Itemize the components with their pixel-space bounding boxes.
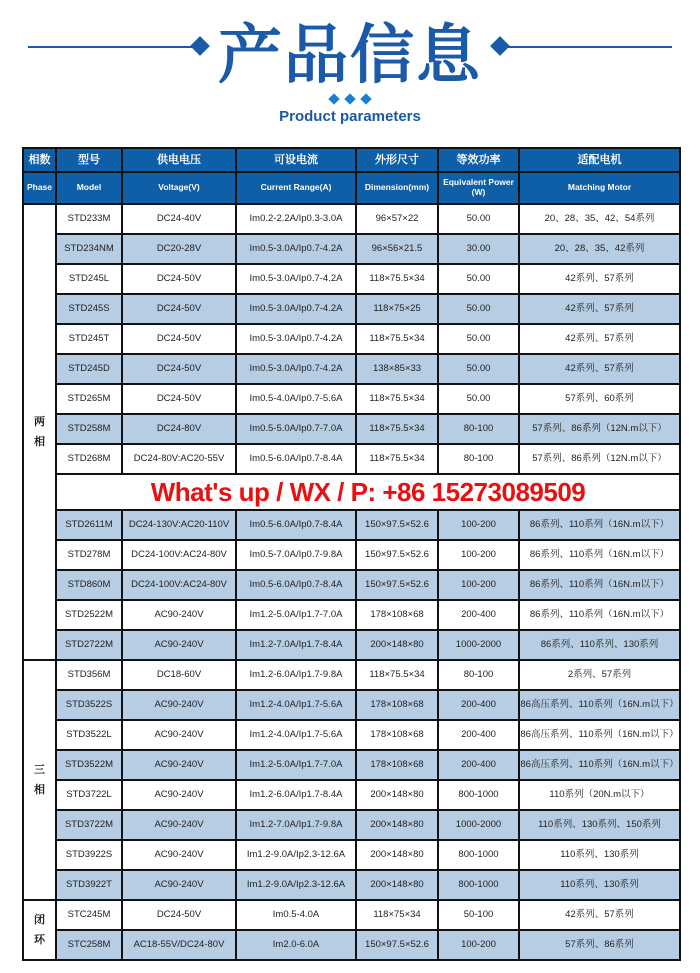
model-cell: STD3722L <box>56 780 122 810</box>
column-header-en: Current Range(A) <box>236 172 356 204</box>
model-cell: STD278M <box>56 540 122 570</box>
model-cell: STD3522L <box>56 720 122 750</box>
dimension-cell: 200×148×80 <box>356 810 438 840</box>
model-cell: STD268M <box>56 444 122 474</box>
power-cell: 100-200 <box>438 540 519 570</box>
contact-overlay-cell <box>56 474 680 510</box>
dimension-cell: 96×57×22 <box>356 204 438 234</box>
current-cell: Im1.2-7.0A/Ip1.7-8.4A <box>236 630 356 660</box>
dimension-cell: 200×148×80 <box>356 780 438 810</box>
model-cell: STD233M <box>56 204 122 234</box>
column-header-cn: 外形尺寸 <box>356 148 438 172</box>
table-row <box>23 570 680 600</box>
current-cell: Im1.2-5.0A/Ip1.7-7.0A <box>236 750 356 780</box>
voltage-cell: DC20-28V <box>122 234 236 264</box>
dimension-cell: 118×75.5×34 <box>356 444 438 474</box>
dimension-cell: 96×56×21.5 <box>356 234 438 264</box>
column-header-cn: 型号 <box>56 148 122 172</box>
motor-cell: 110系列（20N.m以下） <box>519 780 680 810</box>
voltage-cell: AC90-240V <box>122 630 236 660</box>
power-cell: 80-100 <box>438 414 519 444</box>
model-cell: STD3722M <box>56 810 122 840</box>
voltage-cell: DC24-80V <box>122 414 236 444</box>
voltage-cell: DC24-50V <box>122 324 236 354</box>
power-cell: 30.00 <box>438 234 519 264</box>
column-header-en: Phase <box>23 172 56 204</box>
power-cell: 200-400 <box>438 750 519 780</box>
dimension-cell: 178×108×68 <box>356 600 438 630</box>
model-cell: STD245S <box>56 294 122 324</box>
voltage-cell: DC24-50V <box>122 294 236 324</box>
model-cell: STD2722M <box>56 630 122 660</box>
voltage-cell: DC18-60V <box>122 660 236 690</box>
power-cell: 50-100 <box>438 900 519 930</box>
table-row <box>23 540 680 570</box>
dimension-cell: 178×108×68 <box>356 690 438 720</box>
current-cell: Im0.5-6.0A/Ip0.7-8.4A <box>236 570 356 600</box>
motor-cell: 86高压系列、110系列（16N.m以下） <box>519 720 680 750</box>
current-cell: Im1.2-9.0A/Ip2.3-12.6A <box>236 840 356 870</box>
power-cell: 50.00 <box>438 204 519 234</box>
dimension-cell: 178×108×68 <box>356 720 438 750</box>
current-cell: Im1.2-7.0A/Ip1.7-9.8A <box>236 810 356 840</box>
power-cell: 200-400 <box>438 690 519 720</box>
power-cell: 50.00 <box>438 294 519 324</box>
motor-cell: 110系列、130系列、150系列 <box>519 810 680 840</box>
model-cell: STD245T <box>56 324 122 354</box>
table-row <box>23 810 680 840</box>
diamond-dots-icon <box>0 90 700 108</box>
current-cell: Im0.5-4.0A/Ip0.7-5.6A <box>236 384 356 414</box>
current-cell: Im0.5-3.0A/Ip0.7-4.2A <box>236 234 356 264</box>
voltage-cell: DC24-130V:AC20-110V <box>122 510 236 540</box>
voltage-cell: AC90-240V <box>122 870 236 900</box>
model-cell: STD2522M <box>56 600 122 630</box>
motor-cell: 42系列、57系列 <box>519 354 680 384</box>
title-line-right <box>507 46 672 48</box>
table-row <box>23 384 680 414</box>
motor-cell: 86高压系列、110系列（16N.m以下） <box>519 750 680 780</box>
table-row <box>23 324 680 354</box>
dimension-cell: 150×97.5×52.6 <box>356 570 438 600</box>
table-row <box>23 204 680 234</box>
motor-cell: 86系列、110系列、130系列 <box>519 630 680 660</box>
dimension-cell: 118×75.5×34 <box>356 660 438 690</box>
column-header-cn: 等效功率 <box>438 148 519 172</box>
phase-label: 两相 <box>34 416 45 448</box>
dimension-cell: 118×75.5×34 <box>356 414 438 444</box>
voltage-cell: AC90-240V <box>122 780 236 810</box>
power-cell: 50.00 <box>438 324 519 354</box>
current-cell: Im0.5-3.0A/Ip0.7-4.2A <box>236 294 356 324</box>
dimension-cell: 118×75.5×34 <box>356 384 438 414</box>
contact-overlay: What's up / WX / P: +86 15273089509 <box>150 477 586 507</box>
phase-cell <box>23 900 56 960</box>
motor-cell: 42系列、57系列 <box>519 294 680 324</box>
voltage-cell: AC90-240V <box>122 840 236 870</box>
dimension-cell: 150×97.5×52.6 <box>356 930 438 960</box>
motor-cell: 86系列、110系列（16N.m以下） <box>519 540 680 570</box>
current-cell: Im0.5-3.0A/Ip0.7-4.2A <box>236 324 356 354</box>
voltage-cell: AC90-240V <box>122 600 236 630</box>
header-row-cn <box>23 148 680 172</box>
phase-cell <box>23 660 56 900</box>
column-header-en: Voltage(V) <box>122 172 236 204</box>
dimension-cell: 138×85×33 <box>356 354 438 384</box>
table-row <box>23 780 680 810</box>
power-cell: 50.00 <box>438 264 519 294</box>
model-cell: STD245L <box>56 264 122 294</box>
dimension-cell: 118×75.5×34 <box>356 324 438 354</box>
motor-cell: 110系列、130系列 <box>519 840 680 870</box>
voltage-cell: DC24-50V <box>122 264 236 294</box>
table-row <box>23 630 680 660</box>
column-header-cn: 可设电流 <box>236 148 356 172</box>
dimension-cell: 178×108×68 <box>356 750 438 780</box>
model-cell: STD234NM <box>56 234 122 264</box>
motor-cell: 86系列、110系列（16N.m以下） <box>519 570 680 600</box>
column-header-en: Dimension(mm) <box>356 172 438 204</box>
voltage-cell: DC24-50V <box>122 384 236 414</box>
model-cell: STD356M <box>56 660 122 690</box>
column-header-cn: 相数 <box>23 148 56 172</box>
table-row <box>23 444 680 474</box>
voltage-cell: AC18-55V/DC24-80V <box>122 930 236 960</box>
phase-cell <box>23 204 56 660</box>
power-cell: 100-200 <box>438 570 519 600</box>
table-row <box>23 510 680 540</box>
motor-cell: 2系列、57系列 <box>519 660 680 690</box>
power-cell: 80-100 <box>438 660 519 690</box>
header-row-en <box>23 172 680 204</box>
dimension-cell: 150×97.5×52.6 <box>356 510 438 540</box>
motor-cell: 57系列、86系列 <box>519 930 680 960</box>
current-cell: Im1.2-4.0A/Ip1.7-5.6A <box>236 690 356 720</box>
model-cell: STD3522M <box>56 750 122 780</box>
motor-cell: 57系列、86系列（12N.m以下） <box>519 414 680 444</box>
model-cell: STD265M <box>56 384 122 414</box>
table-row <box>23 264 680 294</box>
table-row <box>23 414 680 444</box>
column-header-en: Matching Motor <box>519 172 680 204</box>
current-cell: Im0.5-3.0A/Ip0.7-4.2A <box>236 354 356 384</box>
dimension-cell: 118×75×34 <box>356 900 438 930</box>
table-row <box>23 600 680 630</box>
motor-cell: 42系列、57系列 <box>519 264 680 294</box>
voltage-cell: AC90-240V <box>122 810 236 840</box>
table-row <box>23 690 680 720</box>
current-cell: Im2.0-6.0A <box>236 930 356 960</box>
voltage-cell: DC24-100V:AC24-80V <box>122 540 236 570</box>
model-cell: STD860M <box>56 570 122 600</box>
motor-cell: 42系列、57系列 <box>519 900 680 930</box>
power-cell: 80-100 <box>438 444 519 474</box>
power-cell: 100-200 <box>438 930 519 960</box>
model-cell: STD2611M <box>56 510 122 540</box>
voltage-cell: DC24-50V <box>122 900 236 930</box>
product-parameters-table <box>22 147 681 961</box>
dimension-cell: 200×148×80 <box>356 630 438 660</box>
current-cell: Im0.5-7.0A/Ip0.7-9.8A <box>236 540 356 570</box>
motor-cell: 86系列、110系列（16N.m以下） <box>519 510 680 540</box>
table-row <box>23 720 680 750</box>
model-cell: STD258M <box>56 414 122 444</box>
current-cell: Im0.2-2.2A/Ip0.3-3.0A <box>236 204 356 234</box>
power-cell: 1000-2000 <box>438 810 519 840</box>
current-cell: Im0.5-6.0A/Ip0.7-8.4A <box>236 444 356 474</box>
power-cell: 200-400 <box>438 600 519 630</box>
voltage-cell: DC24-40V <box>122 204 236 234</box>
table-row <box>23 870 680 900</box>
model-cell: STD3922S <box>56 840 122 870</box>
table-row <box>23 660 680 690</box>
model-cell: STC258M <box>56 930 122 960</box>
power-cell: 200-400 <box>438 720 519 750</box>
voltage-cell: DC24-50V <box>122 354 236 384</box>
dimension-cell: 118×75.5×34 <box>356 264 438 294</box>
current-cell: Im1.2-6.0A/Ip1.7-8.4A <box>236 780 356 810</box>
power-cell: 1000-2000 <box>438 630 519 660</box>
title-banner <box>0 4 700 93</box>
power-cell: 50.00 <box>438 354 519 384</box>
current-cell: Im0.5-5.0A/Ip0.7-7.0A <box>236 414 356 444</box>
current-cell: Im1.2-6.0A/Ip1.7-9.8A <box>236 660 356 690</box>
table-row <box>23 294 680 324</box>
contact-overlay-row <box>23 474 680 510</box>
power-cell: 50.00 <box>438 384 519 414</box>
column-header-en: Equivalent Power (W) <box>438 172 519 204</box>
voltage-cell: AC90-240V <box>122 720 236 750</box>
current-cell: Im0.5-3.0A/Ip0.7-4.2A <box>236 264 356 294</box>
voltage-cell: AC90-240V <box>122 750 236 780</box>
column-header-cn: 适配电机 <box>519 148 680 172</box>
motor-cell: 57系列、86系列（12N.m以下） <box>519 444 680 474</box>
dimension-cell: 118×75×25 <box>356 294 438 324</box>
voltage-cell: AC90-240V <box>122 690 236 720</box>
dimension-cell: 150×97.5×52.6 <box>356 540 438 570</box>
table-row <box>23 354 680 384</box>
motor-cell: 86系列、110系列（16N.m以下） <box>519 600 680 630</box>
power-cell: 800-1000 <box>438 840 519 870</box>
column-header-cn: 供电电压 <box>122 148 236 172</box>
table-row <box>23 900 680 930</box>
motor-cell: 20、28、35、42系列 <box>519 234 680 264</box>
column-header-en: Model <box>56 172 122 204</box>
voltage-cell: DC24-80V:AC20-55V <box>122 444 236 474</box>
dimension-cell: 200×148×80 <box>356 840 438 870</box>
current-cell: Im1.2-9.0A/Ip2.3-12.6A <box>236 870 356 900</box>
motor-cell: 20、28、35、42、54系列 <box>519 204 680 234</box>
table-row <box>23 930 680 960</box>
current-cell: Im1.2-4.0A/Ip1.7-5.6A <box>236 720 356 750</box>
table-row <box>23 840 680 870</box>
page-title: 产品信息 <box>218 19 482 93</box>
table-row <box>23 234 680 264</box>
motor-cell: 86高压系列、110系列（16N.m以下） <box>519 690 680 720</box>
current-cell: Im0.5-6.0A/Ip0.7-8.4A <box>236 510 356 540</box>
motor-cell: 57系列、60系列 <box>519 384 680 414</box>
motor-cell: 42系列、57系列 <box>519 324 680 354</box>
phase-label: 三相 <box>34 764 45 796</box>
current-cell: Im1.2-5.0A/Ip1.7-7.0A <box>236 600 356 630</box>
model-cell: STD3922T <box>56 870 122 900</box>
table-row <box>23 750 680 780</box>
model-cell: STD3522S <box>56 690 122 720</box>
power-cell: 100-200 <box>438 510 519 540</box>
voltage-cell: DC24-100V:AC24-80V <box>122 570 236 600</box>
current-cell: Im0.5-4.0A <box>236 900 356 930</box>
page-subtitle: Product parameters <box>279 108 421 125</box>
motor-cell: 110系列、130系列 <box>519 870 680 900</box>
model-cell: STC245M <box>56 900 122 930</box>
power-cell: 800-1000 <box>438 780 519 810</box>
dimension-cell: 200×148×80 <box>356 870 438 900</box>
model-cell: STD245D <box>56 354 122 384</box>
power-cell: 800-1000 <box>438 870 519 900</box>
phase-label: 闭环 <box>34 914 45 946</box>
